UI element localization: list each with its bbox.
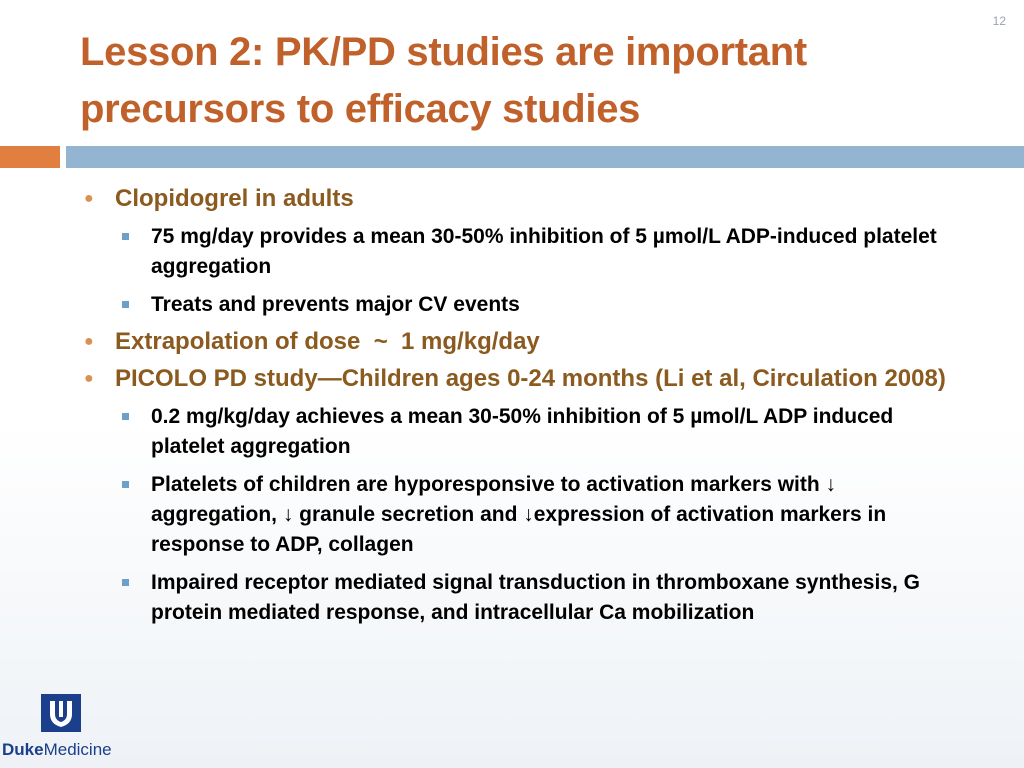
bullet-text: Clopidogrel in adults <box>115 185 354 212</box>
square-bullet-icon <box>122 481 129 488</box>
bullet-clopidogrel-adults <box>80 183 980 214</box>
duke-medicine-logo <box>0 688 125 768</box>
logo-wordmark: DukeMedicine <box>2 740 112 759</box>
sub-bullet-signal-transduction <box>80 568 980 628</box>
sub-bullet-pediatric-dose <box>80 402 980 462</box>
bullet-dot-icon <box>84 326 94 357</box>
bullet-text: 75 mg/day provides a mean 30-50% inhibition of 5 µmol/L ADP-induced platelet aggregation <box>151 225 937 278</box>
bullet-text: Treats and prevents major CV events <box>151 293 520 316</box>
bullet-text: Platelets of children are hyporesponsive to activation markers with ↓ aggregation, ↓ granule secretion and ↓expression of activation markers in response to ADP, collagen <box>151 473 887 556</box>
bullet-list <box>80 183 980 628</box>
bullet-text: 0.2 mg/kg/day achieves a mean 30-50% inhibition of 5 µmol/L ADP induced platelet aggregation <box>151 405 894 458</box>
slide-number: 12 <box>992 14 1006 28</box>
bullet-dot-icon <box>84 183 94 214</box>
bullet-dot-icon <box>84 363 94 394</box>
sub-bullet-dose-inhibition <box>80 222 980 282</box>
bullet-picolo-study <box>80 363 980 394</box>
bullet-text: Extrapolation of dose ~ 1 mg/kg/day <box>115 328 540 355</box>
square-bullet-icon <box>122 413 129 420</box>
accent-bar-blue <box>66 146 1024 168</box>
square-bullet-icon <box>122 233 129 240</box>
bullet-text: PICOLO PD study—Children ages 0-24 months (Li et al, Circulation 2008) <box>115 365 946 392</box>
square-bullet-icon <box>122 579 129 586</box>
slide-title: Lesson 2: PK/PD studies are important precursors to efficacy studies <box>80 30 807 131</box>
bullet-extrapolation <box>80 326 980 357</box>
bullet-text: Impaired receptor mediated signal transduction in thromboxane synthesis, G protein mediated response, and intracellular Ca mobilization <box>151 571 921 624</box>
accent-bar-orange <box>0 146 60 168</box>
duke-shield-icon <box>41 694 81 732</box>
sub-bullet-cv-events <box>80 290 980 320</box>
square-bullet-icon <box>122 301 129 308</box>
sub-bullet-hyporesponsive <box>80 470 980 560</box>
